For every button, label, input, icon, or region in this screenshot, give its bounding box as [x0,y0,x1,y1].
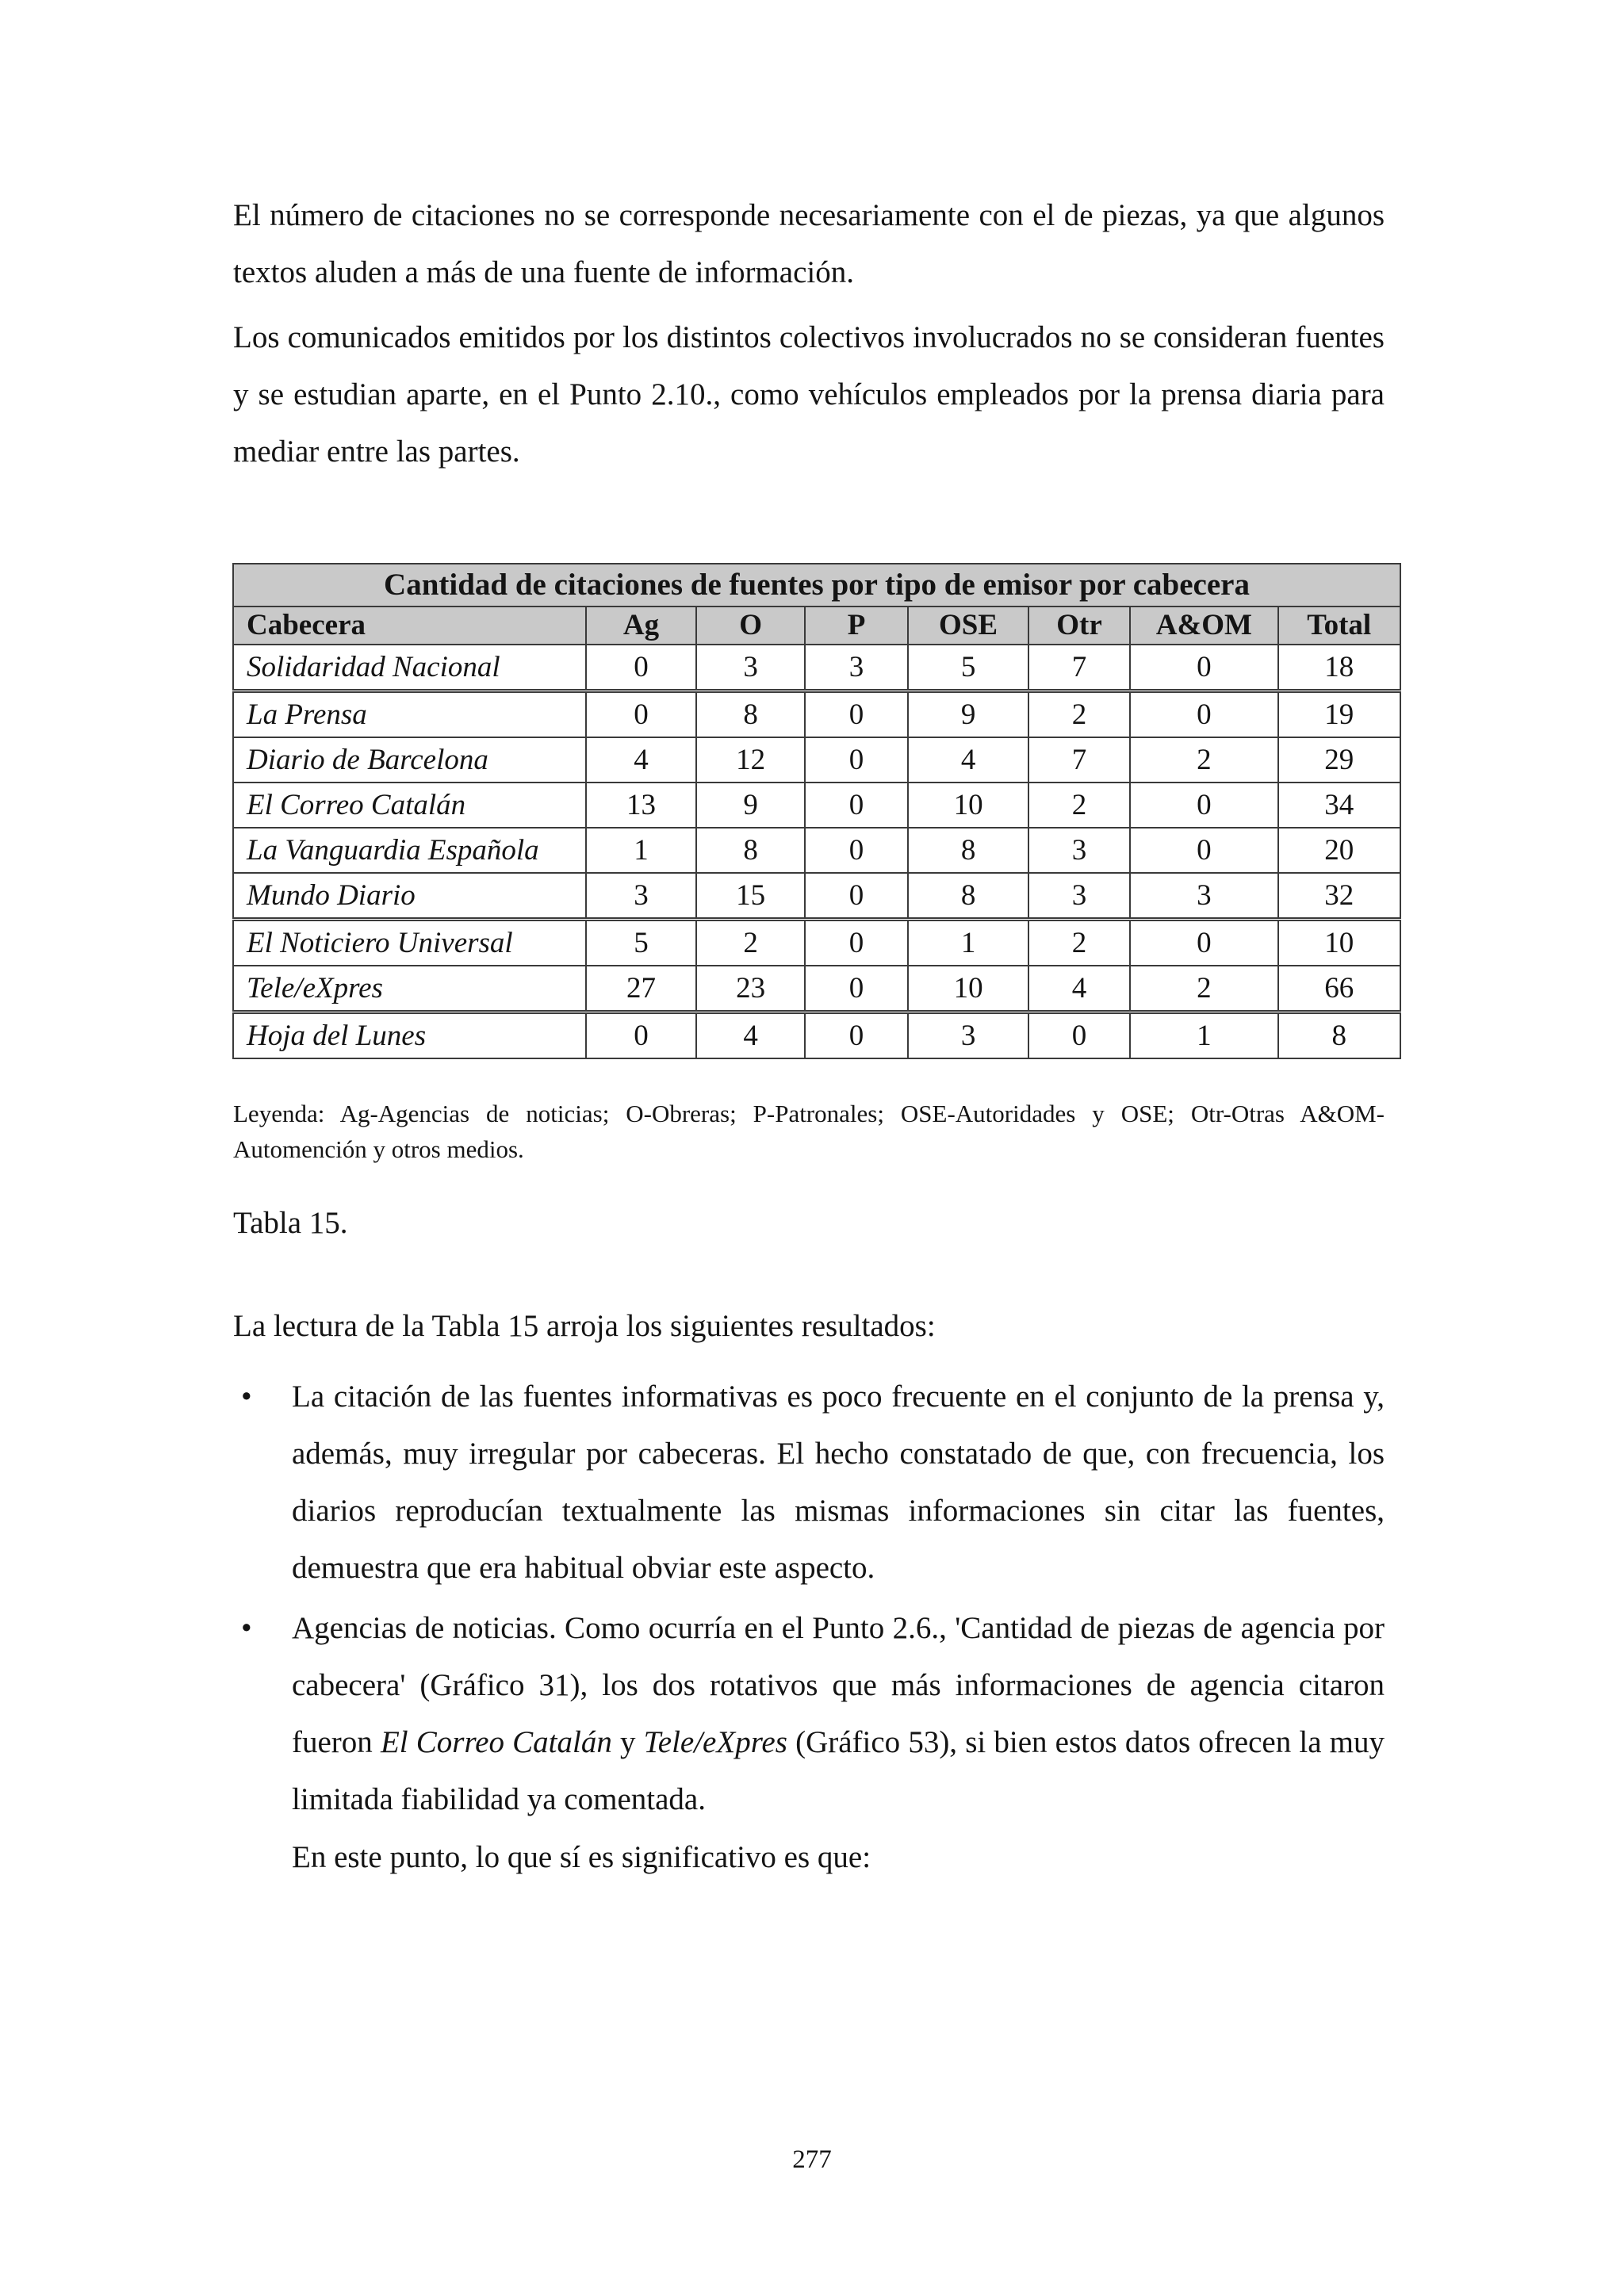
column-header: Ag [586,607,697,645]
value-cell: 2 [1028,783,1130,828]
value-cell: 10 [1278,920,1401,966]
value-cell: 2 [1130,966,1277,1012]
value-cell: 0 [805,1012,908,1059]
value-cell: 3 [908,1012,1028,1059]
value-cell: 8 [1278,1012,1401,1059]
value-cell: 2 [696,920,804,966]
column-header: Cabecera [233,607,586,645]
value-cell: 20 [1278,828,1401,873]
value-cell: 8 [908,828,1028,873]
closing-sentence: En este punto, lo que sí es significativo es que: [292,1840,871,1874]
value-cell: 0 [805,828,908,873]
value-cell: 0 [586,691,697,738]
value-cell: 0 [1130,920,1277,966]
table-row [233,966,1400,1012]
value-cell: 9 [908,691,1028,738]
newspaper-name-cell: Solidaridad Nacional [233,645,586,691]
value-cell: 34 [1278,783,1401,828]
value-cell: 29 [1278,737,1401,783]
paragraph-communiques-note: Los comunicados emitidos por los distintos colectivos involucrados no se consideran fuentes y se estudian aparte, en el Punto 2.10., como vehículos empleados por la prensa diaria para mediar entre las partes. [233,320,1385,469]
table-row [233,783,1400,828]
value-cell: 0 [586,645,697,691]
value-cell: 3 [1130,873,1277,920]
results-list [233,1368,1385,1831]
value-cell: 0 [1130,828,1277,873]
newspaper-name: Tele/eXpres [643,1725,787,1759]
table-row [233,737,1400,783]
list-item [233,1368,1385,1597]
value-cell: 10 [908,783,1028,828]
newspaper-name-cell: Diario de Barcelona [233,737,586,783]
column-header: Total [1278,607,1401,645]
value-cell: 27 [586,966,697,1012]
column-header: P [805,607,908,645]
newspaper-name-cell: Tele/eXpres [233,966,586,1012]
bullet-text: La citación de las fuentes informativas es poco frecuente en el conjunto de la prensa y, además, muy irregular por cabeceras. El hecho constatado de que, con frecuencia, los diarios reproducían textualmente las mismas informaciones sin citar las fuentes, demuestra que era habitual obviar este aspecto. [292,1380,1385,1585]
value-cell: 4 [908,737,1028,783]
newspaper-name-cell: Mundo Diario [233,873,586,920]
newspaper-name-cell: El Noticiero Universal [233,920,586,966]
column-header: O [696,607,804,645]
bullet-icon: • [241,1380,252,1414]
table-legend: Leyenda: Ag-Agencias de noticias; O-Obreras; P-Patronales; OSE-Autoridades y OSE; Otr-Otras A&OM-Automención y otros medios. [233,1100,1385,1163]
value-cell: 18 [1278,645,1401,691]
value-cell: 66 [1278,966,1401,1012]
value-cell: 5 [586,920,697,966]
value-cell: 8 [908,873,1028,920]
results-intro: La lectura de la Tabla 15 arroja los siguientes resultados: [233,1309,936,1343]
value-cell: 0 [805,691,908,738]
value-cell: 3 [805,645,908,691]
value-cell: 3 [1028,828,1130,873]
value-cell: 15 [696,873,804,920]
value-cell: 0 [1130,691,1277,738]
bullet-icon: • [241,1611,252,1645]
value-cell: 0 [1130,783,1277,828]
bullet-text-part: y [611,1725,644,1759]
newspaper-name-cell: Hoja del Lunes [233,1012,586,1059]
value-cell: 0 [805,920,908,966]
value-cell: 13 [586,783,697,828]
table-row [233,873,1400,920]
table-row [233,920,1400,966]
page-number: 277 [792,2145,832,2174]
table-title: Cantidad de citaciones de fuentes por tipo de emisor por cabecera [233,564,1400,607]
value-cell: 4 [586,737,697,783]
value-cell: 19 [1278,691,1401,738]
value-cell: 3 [586,873,697,920]
value-cell: 7 [1028,737,1130,783]
table-row [233,1012,1400,1059]
value-cell: 9 [696,783,804,828]
value-cell: 1 [1130,1012,1277,1059]
bullet-text-part: (Gráfico 53), si bien estos datos ofrecen la muy limitada fiabilidad ya comentada. [292,1725,1385,1816]
value-cell: 0 [1130,645,1277,691]
value-cell: 1 [586,828,697,873]
table-row [233,828,1400,873]
value-cell: 2 [1028,920,1130,966]
value-cell: 4 [696,1012,804,1059]
list-item [233,1600,1385,1828]
value-cell: 3 [1028,873,1130,920]
value-cell: 3 [696,645,804,691]
table-row [233,691,1400,738]
value-cell: 23 [696,966,804,1012]
value-cell: 1 [908,920,1028,966]
table-header-row [233,607,1400,645]
column-header: A&OM [1130,607,1277,645]
table-body [233,645,1400,1058]
value-cell: 2 [1028,691,1130,738]
paragraph-citations-note: El número de citaciones no se corresponde necesariamente con el de piezas, ya que algunos textos aluden a más de una fuente de información. [233,198,1385,289]
value-cell: 5 [908,645,1028,691]
bullet-text-part: Agencias de noticias. Como ocurría en el Punto 2.6., 'Cantidad de piezas de agencia por cabecera' (Gráfico 31), los dos rotativos que más informaciones de agencia citaron fueron [292,1611,1385,1759]
value-cell: 8 [696,691,804,738]
value-cell: 10 [908,966,1028,1012]
value-cell: 0 [805,873,908,920]
value-cell: 0 [805,737,908,783]
value-cell: 2 [1130,737,1277,783]
value-cell: 0 [805,783,908,828]
value-cell: 0 [1028,1012,1130,1059]
newspaper-name-cell: La Vanguardia Española [233,828,586,873]
value-cell: 32 [1278,873,1401,920]
value-cell: 8 [696,828,804,873]
newspaper-name-cell: La Prensa [233,691,586,738]
column-header: OSE [908,607,1028,645]
value-cell: 0 [586,1012,697,1059]
value-cell: 12 [696,737,804,783]
table-label: Tabla 15. [233,1206,348,1240]
value-cell: 4 [1028,966,1130,1012]
value-cell: 7 [1028,645,1130,691]
citations-table [232,563,1401,1059]
newspaper-name-cell: El Correo Catalán [233,783,586,828]
newspaper-name: El Correo Catalán [380,1725,612,1759]
column-header: Otr [1028,607,1130,645]
value-cell: 0 [805,966,908,1012]
table-row [233,645,1400,691]
